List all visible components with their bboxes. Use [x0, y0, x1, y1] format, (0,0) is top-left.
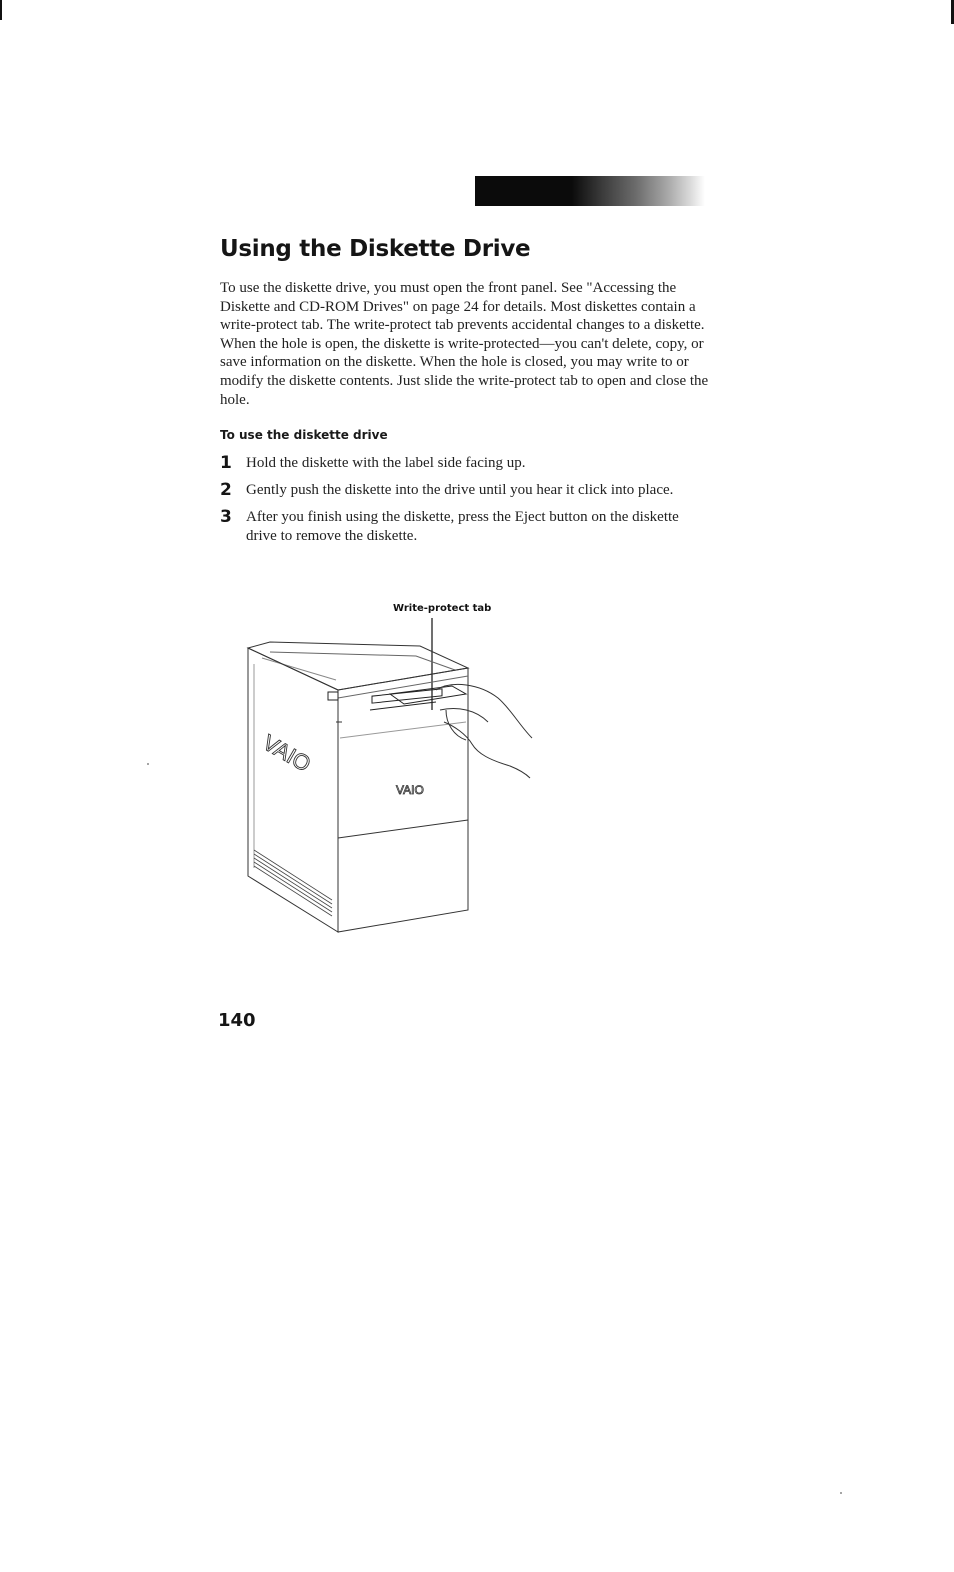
step-item	[220, 454, 700, 473]
step-item	[220, 481, 700, 500]
side-logo: VAIO	[258, 729, 316, 777]
procedure-heading: To use the diskette drive	[220, 428, 388, 442]
front-logo: VAIO	[396, 783, 424, 797]
chapter-header-bar	[475, 176, 705, 206]
step-text: Gently push the diskette into the drive until you hear it click into place.	[246, 482, 674, 498]
step-text: After you finish using the diskette, press the Eject button on the diskette drive to remove the diskette.	[246, 509, 679, 544]
tower-top	[248, 642, 468, 690]
page-title: Using the Diskette Drive	[220, 236, 531, 262]
scan-speck	[840, 1492, 842, 1494]
computer-illustration	[240, 598, 550, 938]
page-edge-mark-left	[0, 0, 2, 20]
step-number: 1	[220, 453, 232, 473]
write-protect-callout: Write-protect tab	[393, 603, 492, 614]
step-number: 3	[220, 507, 232, 527]
scan-speck	[147, 763, 149, 765]
intro-paragraph: To use the diskette drive, you must open the front panel. See "Accessing the Diskette and CD-ROM Drives" on page 24 for details. Most diskettes contain a write-protect tab. The write-protect tab prevents accidental changes to a diskette. When the hole is open, the diskette is write-protected—you can't delete, copy, or save information on the diskette. When the hole is closed, you may write to or modify the diskette contents. Just slide the write-protect tab to open and close the hole.	[220, 280, 709, 408]
tower-side	[248, 648, 338, 932]
tower-front	[338, 668, 468, 932]
step-number: 2	[220, 480, 232, 500]
step-text: Hold the diskette with the label side facing up.	[246, 455, 526, 471]
page-number: 140	[218, 1010, 256, 1031]
step-item	[220, 508, 700, 545]
hand	[436, 684, 532, 778]
diskette	[390, 686, 466, 704]
procedure-steps	[220, 454, 700, 553]
